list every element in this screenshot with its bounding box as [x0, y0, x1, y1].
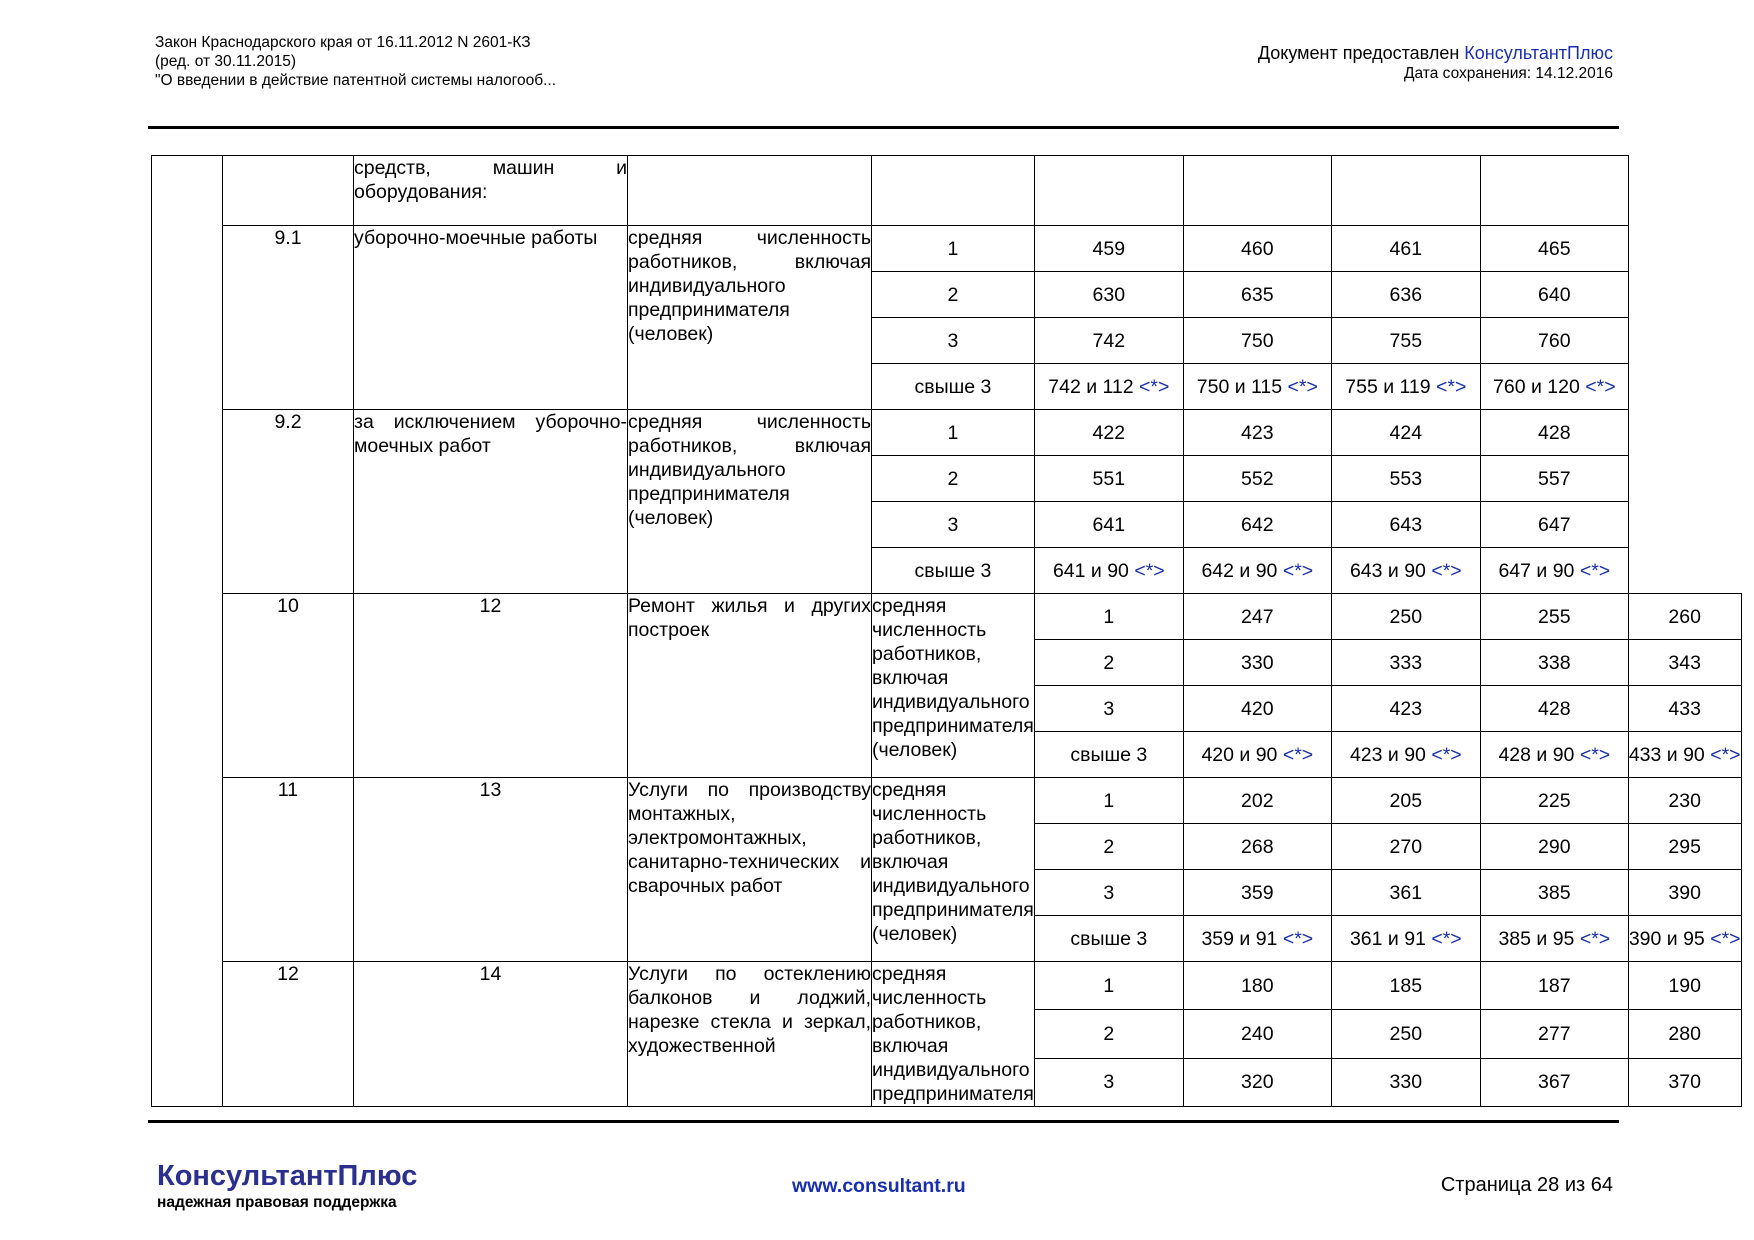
- value-cell: [1628, 1010, 1741, 1058]
- value-text: 225: [1538, 789, 1571, 812]
- header-divider: [148, 126, 1619, 129]
- value-text: 422: [1092, 421, 1126, 444]
- value-cell: [1331, 502, 1480, 548]
- value-text: 636: [1389, 283, 1423, 306]
- value-text: 647 и 90: [1498, 559, 1575, 582]
- employee-count-cell: 1: [1034, 778, 1183, 824]
- value-cell: [1183, 594, 1331, 640]
- value-text: 255: [1538, 605, 1571, 628]
- value-text: 755: [1389, 329, 1423, 352]
- indicator-cell: средняя численность работников, включая индивидуального предпринимателя (человек): [872, 594, 1035, 778]
- value-text: 420: [1241, 697, 1274, 720]
- value-cell: [1183, 548, 1331, 594]
- employee-count-cell: 1: [1034, 594, 1183, 640]
- value-cell: [1480, 732, 1628, 778]
- value-cell: [1183, 226, 1331, 272]
- value-text: 343: [1668, 651, 1701, 674]
- value-cell: [1331, 640, 1480, 686]
- value-text: 280: [1668, 1022, 1701, 1045]
- indicator-cell: средняя численность работников, включая индивидуального предпринимателя (человек): [872, 778, 1035, 962]
- value-cell: [1183, 156, 1331, 226]
- row-number-cell: 10: [223, 594, 354, 778]
- value-cell: [1628, 686, 1741, 732]
- value-cell: [1034, 456, 1183, 502]
- footer-divider: [148, 1120, 1619, 1123]
- value-cell: [1331, 318, 1480, 364]
- value-text: 247: [1241, 605, 1274, 628]
- value-text: 330: [1241, 651, 1274, 674]
- employee-count-cell: 2: [1034, 640, 1183, 686]
- value-cell: [1628, 962, 1741, 1010]
- value-cell: [1628, 824, 1741, 870]
- website-link[interactable]: www.consultant.ru: [792, 1175, 966, 1197]
- value-text: 359 и 91: [1201, 927, 1278, 950]
- footnote-link[interactable]: <*>: [1585, 375, 1616, 398]
- footnote-link[interactable]: <*>: [1431, 743, 1462, 766]
- value-cell: [1034, 156, 1183, 226]
- employee-count-cell: 2: [872, 272, 1035, 318]
- value-text: 459: [1092, 237, 1126, 260]
- value-text: 742: [1092, 329, 1126, 352]
- value-text: 268: [1241, 835, 1274, 858]
- value-cell: [1331, 962, 1480, 1010]
- value-text: 320: [1241, 1071, 1274, 1094]
- value-cell: [1183, 502, 1331, 548]
- value-text: 180: [1241, 974, 1274, 997]
- value-cell: [1183, 686, 1331, 732]
- value-cell: [1183, 962, 1331, 1010]
- value-text: 187: [1538, 974, 1571, 997]
- value-cell: [1480, 548, 1628, 594]
- value-text: 277: [1538, 1022, 1571, 1045]
- value-text: 433 и 90: [1628, 743, 1705, 766]
- value-cell: [1480, 1010, 1628, 1058]
- footnote-link[interactable]: <*>: [1436, 375, 1467, 398]
- value-cell: [1480, 410, 1628, 456]
- value-text: 647: [1538, 513, 1571, 536]
- activity-cell: уборочно-моечные работы: [354, 226, 628, 410]
- footnote-link[interactable]: <*>: [1134, 559, 1165, 582]
- value-cell: [1331, 778, 1480, 824]
- table-row: [152, 778, 1742, 824]
- value-text: 428: [1538, 421, 1571, 444]
- footnote-link[interactable]: <*>: [1431, 559, 1462, 582]
- value-cell: [1331, 1058, 1480, 1106]
- value-text: 359: [1241, 881, 1274, 904]
- employee-count-cell: 1: [1034, 962, 1183, 1010]
- value-text: 643: [1389, 513, 1423, 536]
- row-number-cell: 11: [223, 778, 354, 962]
- value-cell: [1331, 226, 1480, 272]
- table-row: [152, 962, 1742, 1010]
- employee-count-cell: 3: [872, 318, 1035, 364]
- value-text: 424: [1389, 421, 1423, 444]
- value-text: 760: [1538, 329, 1571, 352]
- value-cell: [1628, 1058, 1741, 1106]
- value-text: 750 и 115: [1196, 375, 1283, 398]
- value-cell: [1183, 1010, 1331, 1058]
- provided-by-text: Документ предоставлен: [1257, 43, 1465, 63]
- value-cell: [1331, 364, 1480, 410]
- code-cell: 14: [354, 962, 628, 1107]
- indicator-cell: [628, 156, 872, 226]
- row-number-cell: 12: [223, 962, 354, 1107]
- value-cell: [1480, 824, 1628, 870]
- value-cell: [1480, 870, 1628, 916]
- footnote-link[interactable]: <*>: [1579, 559, 1611, 582]
- value-text: 640: [1538, 283, 1571, 306]
- table-row: [152, 594, 1742, 640]
- value-cell: [1034, 548, 1183, 594]
- brand-name: КонсультантПлюс: [157, 1160, 418, 1192]
- value-text: 423: [1241, 421, 1274, 444]
- value-cell: [1480, 456, 1628, 502]
- value-cell: [1331, 156, 1480, 226]
- value-text: 385 и 95: [1498, 927, 1575, 950]
- value-text: 290: [1538, 835, 1571, 858]
- value-cell: [872, 156, 1035, 226]
- employee-count-cell: 3: [1034, 870, 1183, 916]
- value-cell: [1480, 318, 1628, 364]
- footnote-link[interactable]: <*>: [1579, 927, 1611, 950]
- employee-count-cell: 2: [872, 456, 1035, 502]
- value-text: 635: [1241, 283, 1274, 306]
- value-cell: [1183, 870, 1331, 916]
- activity-cell: Ремонт жилья и других построек: [628, 594, 872, 778]
- value-cell: [1331, 916, 1480, 962]
- value-text: 461: [1389, 237, 1423, 260]
- footnote-link[interactable]: <*>: [1287, 375, 1318, 398]
- activity-cell: за исключением уборочно-моечных работ: [354, 410, 628, 594]
- tax-rates-table: [151, 155, 1742, 1107]
- document-title-line: Закон Краснодарского края от 16.11.2012 N 2601-КЗ: [155, 34, 531, 51]
- value-cell: [1480, 640, 1628, 686]
- value-text: 330: [1389, 1071, 1423, 1094]
- value-text: 755 и 119: [1345, 375, 1431, 398]
- employee-count-cell: 1: [872, 226, 1035, 272]
- value-cell: [1331, 272, 1480, 318]
- brand-tagline: надежная правовая поддержка: [157, 1194, 397, 1211]
- indicator-cell: средняя численность работников, включая индивидуального предпринимателя (человек): [628, 410, 872, 594]
- value-cell: [1480, 1058, 1628, 1106]
- value-cell: [1331, 1010, 1480, 1058]
- value-text: 641: [1092, 513, 1126, 536]
- employee-count-cell: 1: [872, 410, 1035, 456]
- value-cell: [1480, 962, 1628, 1010]
- value-cell: [1480, 916, 1628, 962]
- value-cell: [1480, 778, 1628, 824]
- value-cell: [1183, 364, 1331, 410]
- value-cell: [1628, 778, 1741, 824]
- value-cell: [1034, 318, 1183, 364]
- value-cell: [1034, 226, 1183, 272]
- value-cell: [1331, 594, 1480, 640]
- value-cell: [1628, 732, 1741, 778]
- value-text: 205: [1389, 789, 1423, 812]
- value-cell: [1480, 502, 1628, 548]
- value-cell: [1480, 156, 1628, 226]
- brand-logo: [157, 1160, 417, 1212]
- value-text: 643 и 90: [1349, 559, 1426, 582]
- activity-cell: Услуги по производству монтажных, электромонтажных, санитарно-технических и сварочных работ: [628, 778, 872, 962]
- value-text: 460: [1241, 237, 1274, 260]
- value-cell: [1183, 456, 1331, 502]
- document-source: [1258, 42, 1613, 83]
- employee-count-cell: свыше 3: [872, 364, 1035, 410]
- value-text: 333: [1389, 651, 1423, 674]
- value-text: 260: [1668, 605, 1701, 628]
- employee-count-cell: свыше 3: [872, 548, 1035, 594]
- activity-cell: средств, машин и оборудования:: [354, 156, 628, 226]
- value-text: 390: [1668, 881, 1701, 904]
- code-cell: [223, 156, 354, 226]
- value-text: 557: [1538, 467, 1571, 490]
- footnote-link[interactable]: <*>: [1710, 927, 1741, 950]
- value-text: 428: [1538, 697, 1571, 720]
- code-cell: 9.2: [223, 410, 354, 594]
- value-text: 295: [1668, 835, 1701, 858]
- employee-count-cell: свыше 3: [1034, 732, 1183, 778]
- value-text: 370: [1668, 1071, 1701, 1094]
- value-text: 742 и 112: [1048, 375, 1134, 398]
- value-text: 428 и 90: [1498, 743, 1575, 766]
- value-cell: [1034, 364, 1183, 410]
- value-text: 760 и 120: [1493, 375, 1580, 398]
- value-text: 642 и 90: [1201, 559, 1278, 582]
- code-cell: 12: [354, 594, 628, 778]
- value-text: 361 и 91: [1349, 927, 1426, 950]
- row-number-cell: [152, 156, 223, 1107]
- value-cell: [1183, 916, 1331, 962]
- employee-count-cell: 2: [1034, 1010, 1183, 1058]
- value-cell: [1331, 732, 1480, 778]
- value-cell: [1183, 778, 1331, 824]
- value-cell: [1331, 870, 1480, 916]
- activity-cell: Услуги по остеклению балконов и лоджий, нарезке стекла и зеркал, художественной: [628, 962, 872, 1107]
- value-cell: [1628, 870, 1741, 916]
- indicator-cell: средняя численность работников, включая индивидуального предпринимателя: [872, 963, 1034, 1105]
- footnote-link[interactable]: <*>: [1282, 559, 1314, 582]
- value-cell: [1628, 916, 1741, 962]
- value-text: 385: [1538, 881, 1571, 904]
- value-text: 338: [1538, 651, 1571, 674]
- value-text: 270: [1389, 835, 1423, 858]
- employee-count-cell: 3: [1034, 1058, 1183, 1106]
- value-text: 642: [1241, 513, 1274, 536]
- value-cell: [1480, 364, 1628, 410]
- value-cell: [1183, 640, 1331, 686]
- value-cell: [1331, 686, 1480, 732]
- footnote-link[interactable]: <*>: [1710, 743, 1741, 766]
- value-cell: [1183, 732, 1331, 778]
- document-title: [155, 33, 556, 90]
- value-cell: [1480, 594, 1628, 640]
- value-text: 750: [1241, 329, 1274, 352]
- employee-count-cell: 3: [872, 502, 1035, 548]
- value-cell: [1331, 548, 1480, 594]
- value-cell: [1331, 824, 1480, 870]
- value-text: 190: [1668, 974, 1701, 997]
- value-text: 551: [1092, 467, 1126, 490]
- value-text: 552: [1241, 467, 1274, 490]
- table-row: [152, 156, 1742, 226]
- value-text: 553: [1389, 467, 1423, 490]
- value-cell: [1331, 456, 1480, 502]
- value-text: 230: [1668, 789, 1701, 812]
- value-text: 465: [1538, 237, 1571, 260]
- save-date: Дата сохранения: 14.12.2016: [1404, 65, 1613, 82]
- table-row: [152, 226, 1742, 272]
- document-title-line: (ред. от 30.11.2015): [155, 53, 296, 70]
- value-cell: [1480, 272, 1628, 318]
- value-text: 390 и 95: [1628, 927, 1705, 950]
- employee-count-cell: 3: [1034, 686, 1183, 732]
- value-text: 423: [1389, 697, 1423, 720]
- value-text: 423 и 90: [1349, 743, 1426, 766]
- value-cell: [1034, 502, 1183, 548]
- value-text: 202: [1241, 789, 1274, 812]
- value-cell: [1183, 318, 1331, 364]
- value-text: 641 и 90: [1052, 559, 1129, 582]
- value-cell: [1183, 272, 1331, 318]
- value-cell: [1183, 1058, 1331, 1106]
- value-cell: [1034, 272, 1183, 318]
- provided-by-brand-link[interactable]: КонсультантПлюс: [1464, 43, 1613, 63]
- document-title-line: "О введении в действие патентной системы налогооб...: [155, 72, 557, 89]
- value-cell: [1480, 686, 1628, 732]
- value-cell: [1480, 226, 1628, 272]
- value-cell: [1034, 410, 1183, 456]
- table-row: [152, 410, 1742, 456]
- value-cell: [1331, 410, 1480, 456]
- value-cell: [1183, 824, 1331, 870]
- code-cell: 13: [354, 778, 628, 962]
- footnote-link[interactable]: <*>: [1282, 927, 1314, 950]
- footnote-link[interactable]: <*>: [1431, 927, 1462, 950]
- footnote-link[interactable]: <*>: [1282, 743, 1314, 766]
- value-text: 367: [1538, 1071, 1571, 1094]
- value-text: 420 и 90: [1201, 743, 1278, 766]
- value-text: 240: [1241, 1022, 1274, 1045]
- footnote-link[interactable]: <*>: [1579, 743, 1611, 766]
- value-text: 250: [1389, 1022, 1423, 1045]
- code-cell: 9.1: [223, 226, 354, 410]
- value-text: 433: [1668, 697, 1701, 720]
- indicator-cell: средняя численность работников, включая индивидуального предпринимателя (человек): [628, 226, 872, 410]
- value-text: 361: [1389, 881, 1423, 904]
- value-text: 250: [1389, 605, 1423, 628]
- page-number: Страница 28 из 64: [1440, 1174, 1613, 1196]
- footnote-link[interactable]: <*>: [1139, 375, 1170, 398]
- employee-count-cell: 2: [1034, 824, 1183, 870]
- value-text: 185: [1389, 974, 1423, 997]
- value-cell: [1628, 640, 1741, 686]
- value-text: 630: [1092, 283, 1126, 306]
- employee-count-cell: свыше 3: [1034, 916, 1183, 962]
- value-cell: [1183, 410, 1331, 456]
- value-cell: [1628, 594, 1741, 640]
